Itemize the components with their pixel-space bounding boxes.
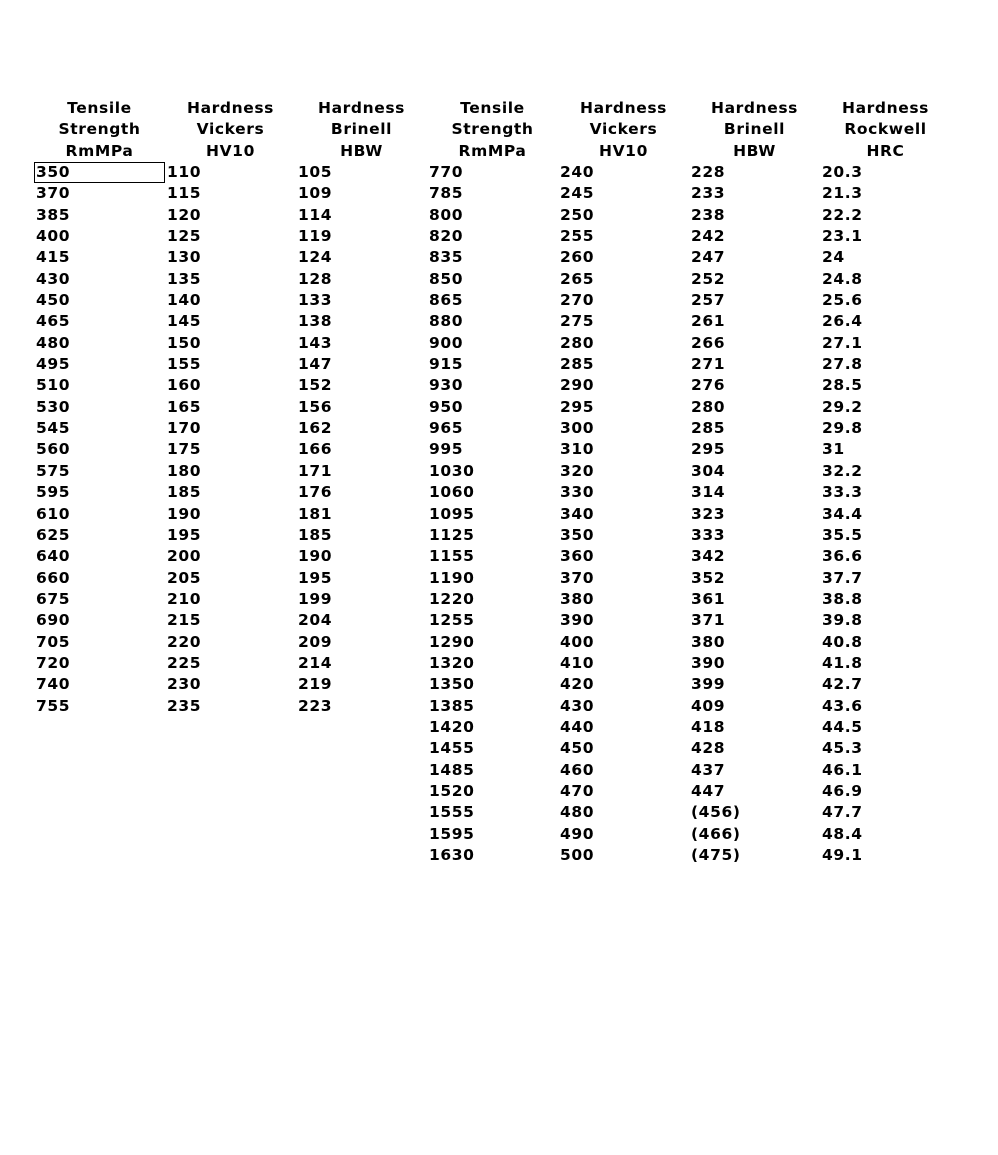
column-header-5[interactable] bbox=[689, 98, 820, 162]
column-header-2[interactable] bbox=[296, 98, 427, 162]
table-cell[interactable]: 510 bbox=[36, 376, 71, 395]
column-header-line: Strength bbox=[58, 120, 141, 139]
table-cell[interactable]: 27.1 bbox=[822, 333, 863, 352]
table-cell[interactable]: 720 bbox=[36, 653, 71, 672]
table-cell[interactable]: 820 bbox=[429, 227, 464, 246]
table-cell[interactable]: 238 bbox=[691, 205, 726, 224]
table-cell[interactable]: 352 bbox=[691, 568, 726, 587]
column-header-6[interactable] bbox=[820, 98, 951, 162]
table-cell[interactable]: 166 bbox=[298, 440, 333, 459]
table-cell[interactable]: 340 bbox=[560, 504, 595, 523]
table-cell[interactable]: 261 bbox=[691, 312, 726, 331]
table-cell[interactable]: 1290 bbox=[429, 632, 475, 651]
column-header-line: RmMPa bbox=[65, 141, 134, 160]
table-cell[interactable]: 43.6 bbox=[822, 696, 863, 715]
table-cell[interactable]: 38.8 bbox=[822, 589, 863, 608]
column-header-line: Hardness bbox=[318, 99, 405, 117]
table-cell[interactable]: 29.8 bbox=[822, 419, 863, 438]
column-header-line: HV10 bbox=[599, 141, 648, 160]
data-column-0 bbox=[34, 162, 165, 866]
table-cell[interactable]: 575 bbox=[36, 461, 71, 480]
table-cell[interactable]: 705 bbox=[36, 632, 71, 651]
table-cell[interactable]: 1630 bbox=[429, 846, 475, 864]
table-cell[interactable]: 450 bbox=[36, 291, 71, 310]
table-cell[interactable]: 390 bbox=[560, 611, 595, 630]
table-cell[interactable]: 880 bbox=[429, 312, 464, 331]
table-cell[interactable]: 190 bbox=[167, 504, 202, 523]
table-cell[interactable]: 143 bbox=[298, 333, 333, 352]
table-cell[interactable]: 1060 bbox=[429, 483, 475, 502]
table-cell[interactable]: 214 bbox=[298, 653, 333, 672]
table-cell[interactable]: 465 bbox=[36, 312, 71, 331]
column-header-line: Hardness bbox=[187, 99, 274, 117]
table-cell[interactable]: 300 bbox=[560, 419, 595, 438]
table-cell[interactable]: 418 bbox=[691, 717, 726, 736]
table-cell[interactable]: 342 bbox=[691, 547, 726, 566]
table-cell[interactable]: 385 bbox=[36, 205, 71, 224]
table-cell[interactable]: 48.4 bbox=[822, 824, 863, 843]
table-cell[interactable]: 115 bbox=[167, 184, 202, 203]
table-cell[interactable]: 440 bbox=[560, 717, 595, 736]
table-cell[interactable]: 39.8 bbox=[822, 611, 863, 630]
table-cell[interactable]: 370 bbox=[36, 184, 71, 203]
table-cell[interactable]: 380 bbox=[560, 589, 595, 608]
table-cell[interactable]: 304 bbox=[691, 461, 726, 480]
column-header-line: HV10 bbox=[206, 141, 255, 160]
table-cell[interactable]: 29.2 bbox=[822, 397, 863, 416]
table-cell[interactable]: 495 bbox=[36, 355, 71, 374]
table-cell[interactable]: 247 bbox=[691, 248, 726, 267]
table-cell[interactable]: 230 bbox=[167, 675, 202, 694]
table-cell[interactable]: 145 bbox=[167, 312, 202, 331]
table-cell[interactable]: 280 bbox=[560, 333, 595, 352]
column-header-0[interactable] bbox=[34, 98, 165, 162]
table-cell[interactable]: 24 bbox=[822, 248, 845, 267]
table-cell[interactable]: 199 bbox=[298, 589, 333, 608]
table-cell[interactable]: 1320 bbox=[429, 653, 475, 672]
table-cell[interactable]: 210 bbox=[167, 589, 202, 608]
column-header-3[interactable] bbox=[427, 98, 558, 162]
table-cell[interactable]: 755 bbox=[36, 696, 71, 715]
table-cell[interactable]: 310 bbox=[560, 440, 595, 459]
table-cell[interactable]: 46.1 bbox=[822, 760, 863, 779]
table-cell[interactable]: 1420 bbox=[429, 717, 475, 736]
table-cell[interactable]: 265 bbox=[560, 269, 595, 288]
column-header-line: Brinell bbox=[723, 120, 786, 139]
table-cell[interactable]: 460 bbox=[560, 760, 595, 779]
table-cell[interactable]: 740 bbox=[36, 675, 71, 694]
data-column-5 bbox=[689, 162, 820, 866]
table-cell[interactable]: 36.6 bbox=[822, 547, 863, 566]
table-cell[interactable]: 1030 bbox=[429, 461, 475, 480]
table-cell[interactable]: 204 bbox=[298, 611, 333, 630]
table-cell[interactable]: 225 bbox=[167, 653, 202, 672]
table-cell[interactable]: 400 bbox=[36, 227, 71, 246]
table-cell[interactable]: 34.4 bbox=[822, 504, 863, 523]
table-cell[interactable]: 22.2 bbox=[822, 205, 863, 224]
table-cell[interactable]: 330 bbox=[560, 483, 595, 502]
table-cell[interactable]: 240 bbox=[560, 163, 595, 181]
table-cell[interactable]: 835 bbox=[429, 248, 464, 267]
table-cell[interactable]: 109 bbox=[298, 184, 333, 203]
table-cell[interactable]: 190 bbox=[298, 547, 333, 566]
table-cell[interactable]: 295 bbox=[691, 440, 726, 459]
table-cell[interactable]: 1520 bbox=[429, 781, 475, 800]
table-cell[interactable]: 26.4 bbox=[822, 312, 863, 331]
table-cell[interactable]: 195 bbox=[298, 568, 333, 587]
table-cell[interactable]: 660 bbox=[36, 568, 71, 587]
table-cell[interactable]: 480 bbox=[560, 803, 595, 822]
column-header-1[interactable] bbox=[165, 98, 296, 162]
table-cell[interactable]: 165 bbox=[167, 397, 202, 416]
table-cell[interactable]: 314 bbox=[691, 483, 726, 502]
table-cell[interactable]: 1385 bbox=[429, 696, 475, 715]
column-header-4[interactable] bbox=[558, 98, 689, 162]
table-cell[interactable]: 181 bbox=[298, 504, 333, 523]
table-cell[interactable]: 1555 bbox=[429, 803, 475, 822]
table-cell[interactable]: 361 bbox=[691, 589, 726, 608]
table-cell[interactable]: 128 bbox=[298, 269, 333, 288]
table-cell[interactable]: 280 bbox=[691, 397, 726, 416]
table-cell[interactable]: 45.3 bbox=[822, 739, 863, 758]
table-cell[interactable]: 1125 bbox=[429, 525, 475, 544]
table-cell[interactable]: 285 bbox=[691, 419, 726, 438]
column-header-line: Tensile bbox=[460, 99, 525, 117]
table-cell[interactable]: 133 bbox=[298, 291, 333, 310]
table-cell[interactable]: 1255 bbox=[429, 611, 475, 630]
table-cell[interactable]: 28.5 bbox=[822, 376, 863, 395]
table-cell[interactable]: 250 bbox=[560, 205, 595, 224]
table-cell[interactable]: 400 bbox=[560, 632, 595, 651]
column-header-line: Vickers bbox=[196, 120, 265, 139]
table-cell[interactable]: 242 bbox=[691, 227, 726, 246]
column-header-line: Vickers bbox=[589, 120, 658, 139]
table-cell[interactable]: 350 bbox=[560, 525, 595, 544]
table-cell[interactable]: 270 bbox=[560, 291, 595, 310]
table-cell[interactable]: 500 bbox=[560, 846, 595, 864]
column-header-line: Tensile bbox=[67, 99, 132, 117]
table-cell[interactable]: 285 bbox=[560, 355, 595, 374]
table-cell[interactable]: 470 bbox=[560, 781, 595, 800]
table-cell[interactable]: 595 bbox=[36, 483, 71, 502]
table-cell[interactable]: 399 bbox=[691, 675, 726, 694]
table-cell[interactable]: 295 bbox=[560, 397, 595, 416]
table-cell[interactable]: 409 bbox=[691, 696, 726, 715]
table-cell[interactable]: 850 bbox=[429, 269, 464, 288]
table-cell[interactable]: 170 bbox=[167, 419, 202, 438]
table-cell[interactable]: 271 bbox=[691, 355, 726, 374]
hardness-conversion-sheet bbox=[34, 98, 954, 866]
table-cell[interactable]: 152 bbox=[298, 376, 333, 395]
table-cell[interactable]: 1095 bbox=[429, 504, 475, 523]
table-cell[interactable]: 420 bbox=[560, 675, 595, 694]
table-cell[interactable]: 260 bbox=[560, 248, 595, 267]
table-cell[interactable]: 223 bbox=[298, 696, 333, 715]
table-cell[interactable]: 1220 bbox=[429, 589, 475, 608]
table-cell[interactable]: 266 bbox=[691, 333, 726, 352]
table-cell[interactable]: 390 bbox=[691, 653, 726, 672]
column-header-line: Hardness bbox=[711, 99, 798, 117]
table-cell[interactable]: 415 bbox=[36, 248, 71, 267]
table-cell[interactable]: 1455 bbox=[429, 739, 475, 758]
table-cell[interactable]: 49.1 bbox=[822, 846, 863, 864]
table-cell[interactable]: 140 bbox=[167, 291, 202, 310]
column-header-line: Strength bbox=[451, 120, 534, 139]
table-cell[interactable]: 46.9 bbox=[822, 781, 863, 800]
table-cell[interactable]: 450 bbox=[560, 739, 595, 758]
table-cell[interactable]: 185 bbox=[298, 525, 333, 544]
table-cell[interactable]: 610 bbox=[36, 504, 71, 523]
active-cell[interactable]: 350 bbox=[34, 162, 165, 183]
table-cell[interactable]: 37.7 bbox=[822, 568, 863, 587]
column-header-line: Rockwell bbox=[844, 120, 927, 139]
table-cell[interactable]: 560 bbox=[36, 440, 71, 459]
column-header-line: HRC bbox=[866, 141, 905, 160]
table-cell[interactable]: 124 bbox=[298, 248, 333, 267]
table-cell[interactable]: (456) bbox=[691, 803, 741, 822]
table-cell[interactable]: 171 bbox=[298, 461, 333, 480]
table-cell[interactable]: 195 bbox=[167, 525, 202, 544]
table-cell[interactable]: 360 bbox=[560, 547, 595, 566]
table-cell[interactable]: 800 bbox=[429, 205, 464, 224]
table-cell[interactable]: 915 bbox=[429, 355, 464, 374]
table-cell[interactable]: 290 bbox=[560, 376, 595, 395]
table-cell[interactable]: 480 bbox=[36, 333, 71, 352]
table-cell[interactable]: 690 bbox=[36, 611, 71, 630]
table-cell[interactable]: 530 bbox=[36, 397, 71, 416]
table-cell[interactable]: 380 bbox=[691, 632, 726, 651]
table-cell[interactable]: 44.5 bbox=[822, 717, 863, 736]
table-cell[interactable]: 323 bbox=[691, 504, 726, 523]
table-cell[interactable]: 276 bbox=[691, 376, 726, 395]
column-header-line: Brinell bbox=[330, 120, 393, 139]
table-cell[interactable]: 20.3 bbox=[822, 163, 863, 181]
table-cell[interactable]: 785 bbox=[429, 184, 464, 203]
table-cell[interactable]: 209 bbox=[298, 632, 333, 651]
table-cell[interactable]: 770 bbox=[429, 163, 464, 181]
table-cell[interactable]: 176 bbox=[298, 483, 333, 502]
table-cell[interactable]: 950 bbox=[429, 397, 464, 416]
table-cell[interactable]: 675 bbox=[36, 589, 71, 608]
table-cell[interactable]: 275 bbox=[560, 312, 595, 331]
table-cell[interactable]: 430 bbox=[36, 269, 71, 288]
table-cell[interactable]: 162 bbox=[298, 419, 333, 438]
table-cell[interactable]: (466) bbox=[691, 824, 741, 843]
column-header-line: Hardness bbox=[580, 99, 667, 117]
table-cell[interactable]: 27.8 bbox=[822, 355, 863, 374]
table-cell[interactable]: 21.3 bbox=[822, 184, 863, 203]
table-cell[interactable]: 147 bbox=[298, 355, 333, 374]
table-cell[interactable]: 185 bbox=[167, 483, 202, 502]
table-cell[interactable]: 371 bbox=[691, 611, 726, 630]
table-cell[interactable]: 160 bbox=[167, 376, 202, 395]
table-cell[interactable]: 930 bbox=[429, 376, 464, 395]
table-cell[interactable]: 1595 bbox=[429, 824, 475, 843]
table-cell[interactable]: 235 bbox=[167, 696, 202, 715]
table-cell[interactable]: 205 bbox=[167, 568, 202, 587]
table-cell[interactable]: (475) bbox=[691, 846, 741, 864]
table-cell[interactable]: 900 bbox=[429, 333, 464, 352]
column-header-line: HBW bbox=[733, 141, 776, 160]
table-cell[interactable]: 865 bbox=[429, 291, 464, 310]
table-cell[interactable]: 105 bbox=[298, 163, 333, 181]
table-cell[interactable]: 1350 bbox=[429, 675, 475, 694]
data-columns bbox=[34, 162, 954, 866]
table-cell[interactable]: 35.5 bbox=[822, 525, 863, 544]
table-cell[interactable]: 255 bbox=[560, 227, 595, 246]
table-cell[interactable]: 40.8 bbox=[822, 632, 863, 651]
table-cell[interactable]: 545 bbox=[36, 419, 71, 438]
table-cell[interactable]: 233 bbox=[691, 184, 726, 203]
table-cell[interactable]: 32.2 bbox=[822, 461, 863, 480]
table-cell[interactable]: 370 bbox=[560, 568, 595, 587]
table-cell[interactable]: 114 bbox=[298, 205, 333, 224]
table-cell[interactable]: 965 bbox=[429, 419, 464, 438]
table-cell[interactable]: 447 bbox=[691, 781, 726, 800]
table-cell[interactable]: 25.6 bbox=[822, 291, 863, 310]
table-cell[interactable]: 155 bbox=[167, 355, 202, 374]
table-cell[interactable]: 245 bbox=[560, 184, 595, 203]
table-cell[interactable]: 175 bbox=[167, 440, 202, 459]
table-cell[interactable]: 333 bbox=[691, 525, 726, 544]
table-cell[interactable]: 1190 bbox=[429, 568, 475, 587]
table-cell[interactable]: 437 bbox=[691, 760, 726, 779]
table-cell[interactable]: 130 bbox=[167, 248, 202, 267]
table-cell[interactable]: 220 bbox=[167, 632, 202, 651]
table-cell[interactable]: 1485 bbox=[429, 760, 475, 779]
table-cell[interactable]: 995 bbox=[429, 440, 464, 459]
table-cell[interactable]: 150 bbox=[167, 333, 202, 352]
table-cell[interactable]: 42.7 bbox=[822, 675, 863, 694]
table-cell[interactable]: 430 bbox=[560, 696, 595, 715]
table-cell[interactable]: 1155 bbox=[429, 547, 475, 566]
table-cell[interactable]: 180 bbox=[167, 461, 202, 480]
table-cell[interactable]: 640 bbox=[36, 547, 71, 566]
column-header-line: RmMPa bbox=[458, 141, 527, 160]
table-cell[interactable]: 200 bbox=[167, 547, 202, 566]
table-cell[interactable]: 156 bbox=[298, 397, 333, 416]
table-cell[interactable]: 41.8 bbox=[822, 653, 863, 672]
data-column-4 bbox=[558, 162, 689, 866]
header-row bbox=[34, 98, 954, 162]
table-cell[interactable]: 428 bbox=[691, 739, 726, 758]
table-cell[interactable]: 120 bbox=[167, 205, 202, 224]
table-cell[interactable]: 23.1 bbox=[822, 227, 863, 246]
table-cell[interactable]: 252 bbox=[691, 269, 726, 288]
table-cell[interactable]: 125 bbox=[167, 227, 202, 246]
table-cell[interactable]: 135 bbox=[167, 269, 202, 288]
data-column-2 bbox=[296, 162, 427, 866]
table-cell[interactable]: 228 bbox=[691, 163, 726, 181]
table-cell[interactable]: 110 bbox=[167, 163, 202, 181]
table-cell[interactable]: 33.3 bbox=[822, 483, 863, 502]
table-cell[interactable]: 215 bbox=[167, 611, 202, 630]
table-cell[interactable]: 138 bbox=[298, 312, 333, 331]
table-cell[interactable]: 24.8 bbox=[822, 269, 863, 288]
column-header-line: HBW bbox=[340, 141, 383, 160]
data-column-6 bbox=[820, 162, 951, 866]
table-cell[interactable]: 119 bbox=[298, 227, 333, 246]
table-cell[interactable]: 490 bbox=[560, 824, 595, 843]
table-cell[interactable]: 625 bbox=[36, 525, 71, 544]
table-cell[interactable]: 219 bbox=[298, 675, 333, 694]
table-cell[interactable]: 320 bbox=[560, 461, 595, 480]
column-header-line: Hardness bbox=[842, 99, 929, 117]
data-column-1 bbox=[165, 162, 296, 866]
table-cell[interactable]: 257 bbox=[691, 291, 726, 310]
table-cell[interactable]: 410 bbox=[560, 653, 595, 672]
table-cell[interactable]: 47.7 bbox=[822, 803, 863, 822]
table-cell[interactable]: 31 bbox=[822, 440, 845, 459]
data-column-3 bbox=[427, 162, 558, 866]
